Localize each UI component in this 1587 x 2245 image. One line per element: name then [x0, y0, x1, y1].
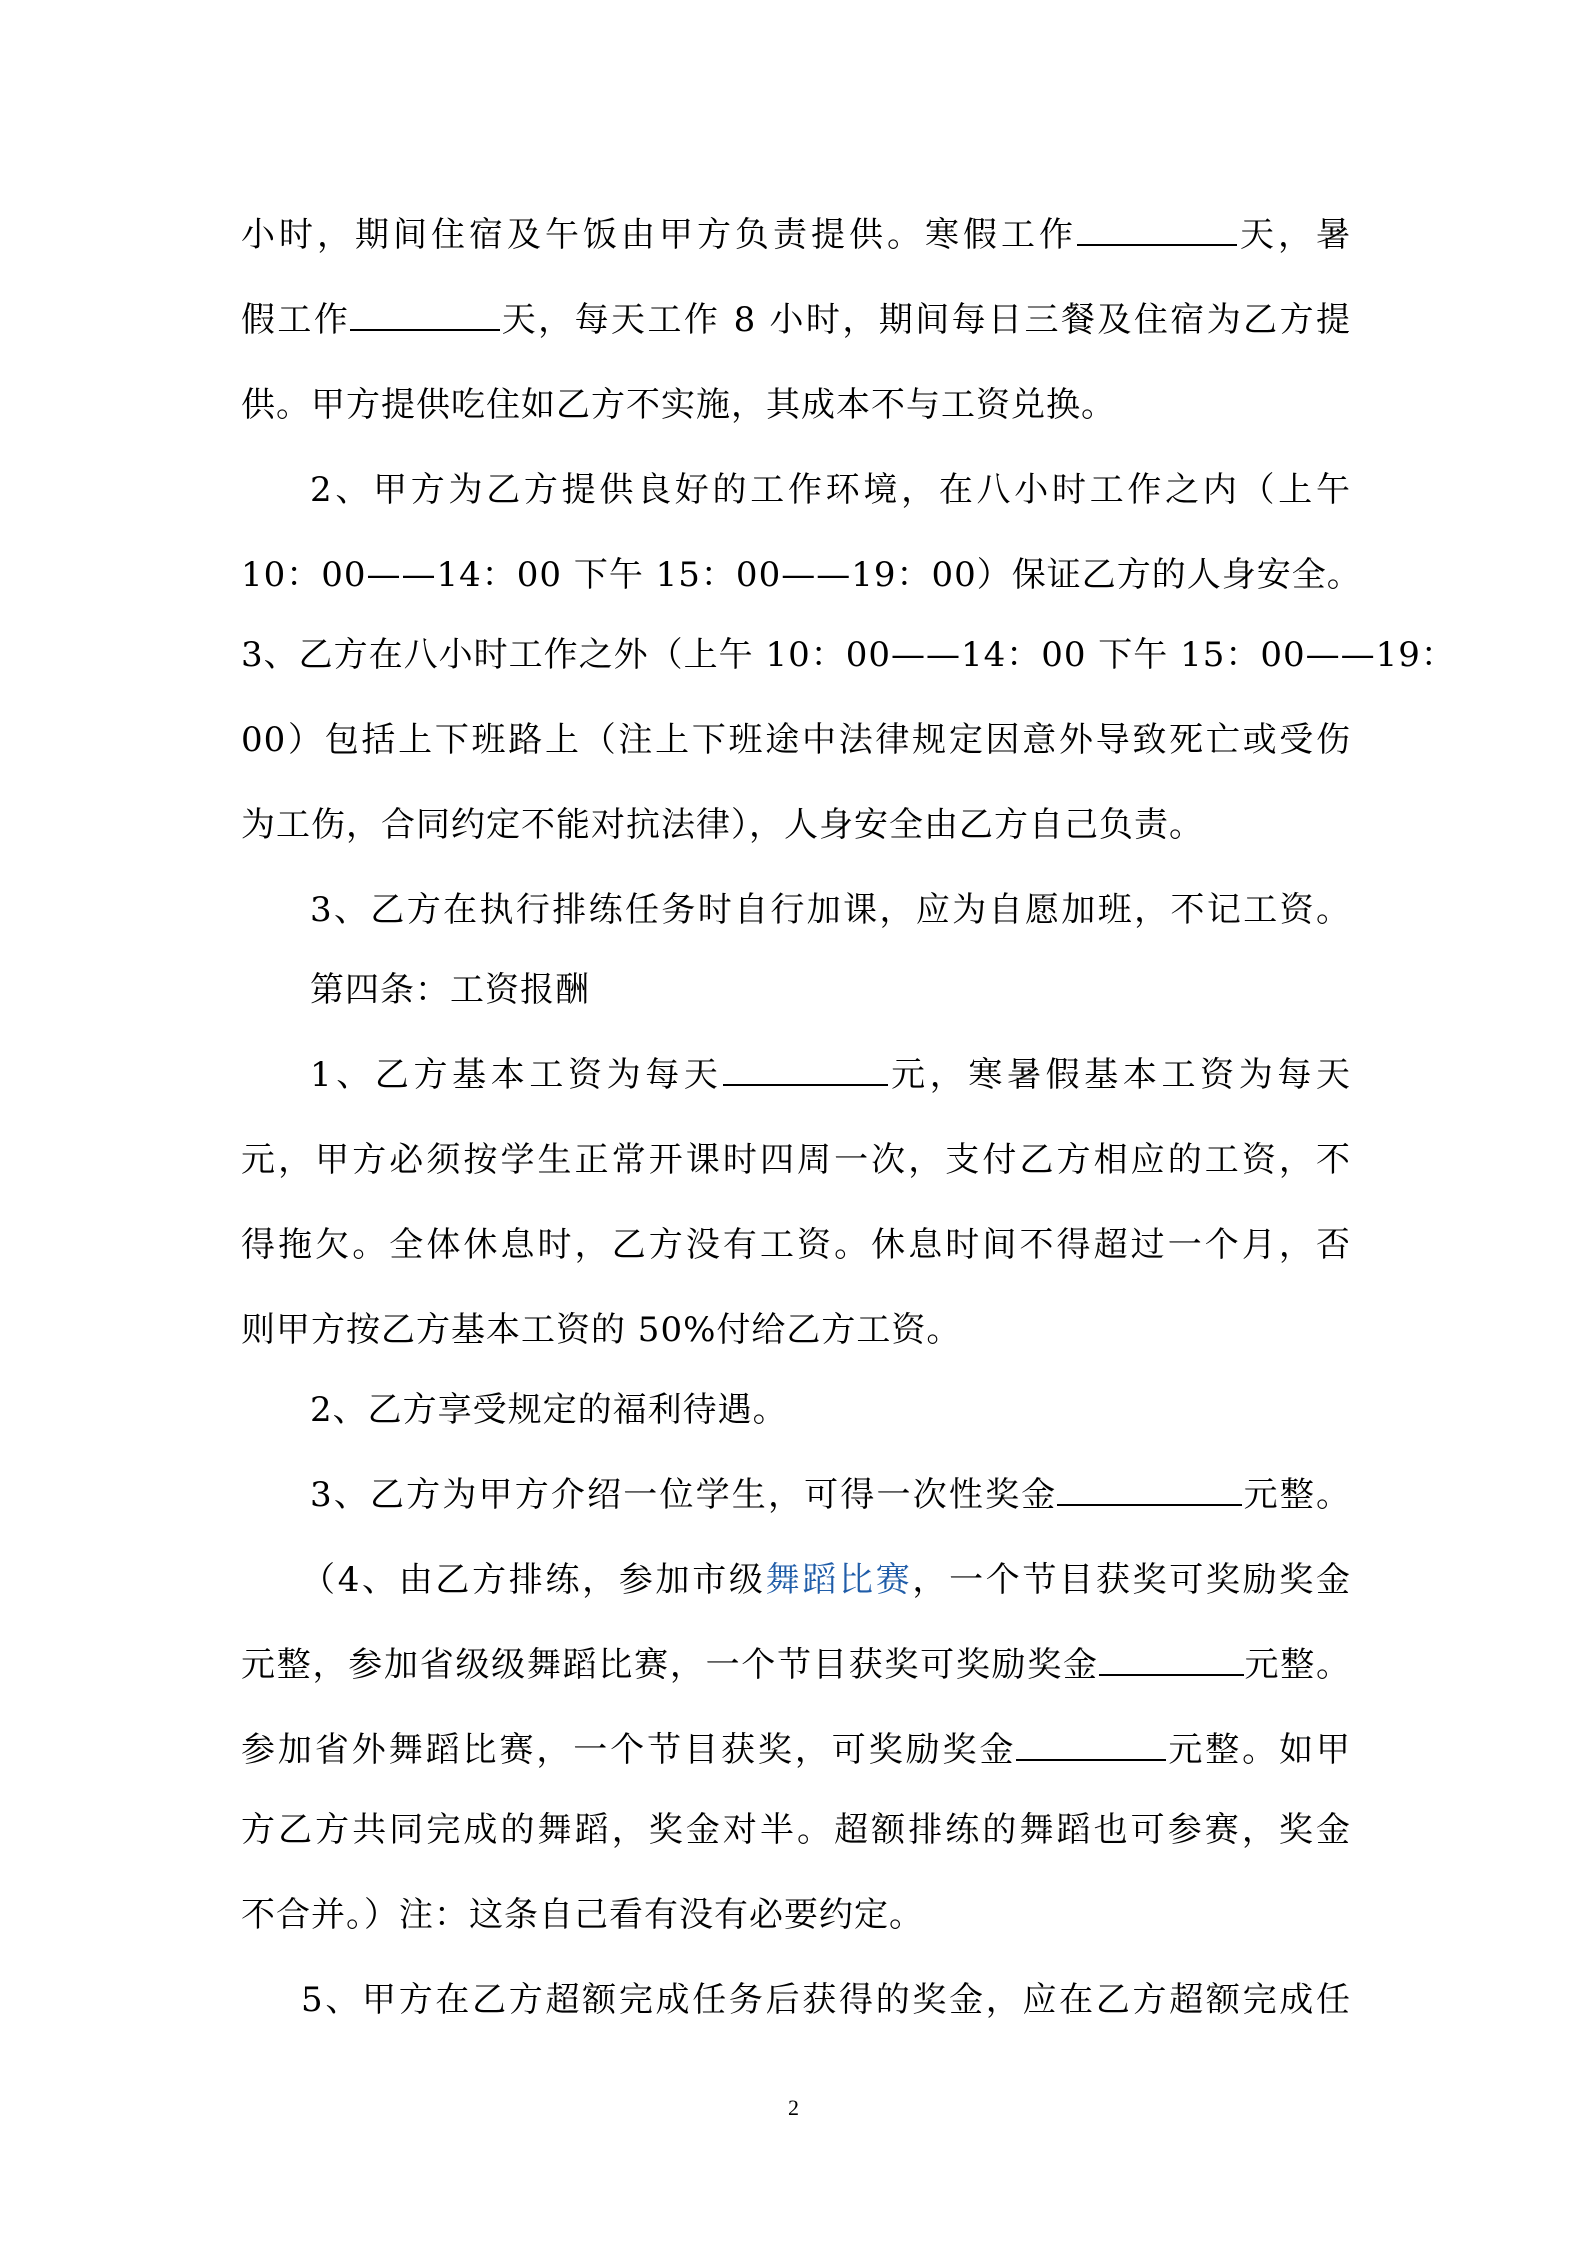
text-line: [310, 1045, 1351, 1105]
text-segment: 参加省外舞蹈比赛，一个节目获奖，可奖励奖金: [241, 1730, 1017, 1770]
text-line: 得拖欠。全体休息时，乙方没有工资。休息时间不得超过一个月，否: [241, 1225, 1351, 1265]
text-line: [241, 290, 1351, 350]
text-segment: 假工作: [241, 300, 351, 340]
text-line: [241, 1635, 1351, 1695]
text-line: 2、甲方为乙方提供良好的工作环境，在八小时工作之内（上午: [310, 470, 1351, 510]
text-line: 00）包括上下班路上（注上下班途中法律规定因意外导致死亡或受伤: [241, 720, 1351, 760]
text-line: [301, 1550, 1351, 1610]
text-line: 3、乙方在八小时工作之外（上午 10：00——14：00 下午 15：00——19：: [241, 635, 1456, 675]
text-line: 则甲方按乙方基本工资的 50%付给乙方工资。: [241, 1310, 962, 1350]
text-line: 5、甲方在乙方超额完成任务后获得的奖金，应在乙方超额完成任: [301, 1980, 1351, 2020]
text-segment: 元，寒暑假基本工资为每天: [887, 1055, 1351, 1095]
text-segment: 1、乙方基本工资为每天: [310, 1055, 723, 1095]
text-line: 元，甲方必须按学生正常开课时四周一次，支付乙方相应的工资，不: [241, 1140, 1351, 1180]
fill-blank: [723, 1046, 888, 1086]
text-line: 10：00——14：00 下午 15：00——19：00）保证乙方的人身安全。: [241, 555, 1362, 595]
text-line: [241, 1720, 1351, 1780]
fill-blank: [1016, 1721, 1166, 1761]
text-line: 3、乙方在执行排练任务时自行加课，应为自愿加班，不记工资。: [310, 890, 1351, 930]
text-segment: 元整。如甲: [1166, 1730, 1352, 1770]
text-segment: 元整。: [1242, 1475, 1351, 1515]
text-segment: （4、由乙方排练，参加市级: [301, 1560, 766, 1600]
text-segment: 3、乙方为甲方介绍一位学生，可得一次性奖金: [310, 1475, 1058, 1515]
text-segment: 天，暑: [1237, 215, 1351, 255]
fill-blank: [1077, 206, 1237, 246]
text-line: [310, 1465, 1351, 1525]
dance-competition-link[interactable]: 舞蹈比赛: [765, 1560, 913, 1600]
fill-blank: [1099, 1636, 1244, 1676]
text-line: 供。甲方提供吃住如乙方不实施，其成本不与工资兑换。: [241, 385, 1116, 425]
text-line: 为工伤，合同约定不能对抗法律），人身安全由乙方自己负责。: [241, 805, 1204, 845]
text-segment: 元整。: [1243, 1645, 1352, 1685]
text-line: 不合并。）注：这条自己看有没有必要约定。: [241, 1895, 924, 1935]
text-segment: 小时，期间住宿及午饭由甲方负责提供。寒假工作: [241, 215, 1077, 255]
section-title: 第四条：工资报酬: [310, 970, 590, 1010]
fill-blank: [350, 291, 500, 331]
text-segment: 元整，参加省级级舞蹈比赛，一个节目获奖可奖励奖金: [241, 1645, 1099, 1685]
text-segment: 天，每天工作 8 小时，期间每日三餐及住宿为乙方提: [500, 300, 1352, 340]
text-segment: ，一个节目获奖可奖励奖金: [912, 1560, 1351, 1600]
text-line: 方乙方共同完成的舞蹈，奖金对半。超额排练的舞蹈也可参赛，奖金: [241, 1810, 1351, 1850]
fill-blank: [1057, 1466, 1242, 1506]
page-number: 2: [788, 2095, 799, 2120]
text-line: 2、乙方享受规定的福利待遇。: [310, 1390, 788, 1430]
text-line: [241, 205, 1351, 265]
